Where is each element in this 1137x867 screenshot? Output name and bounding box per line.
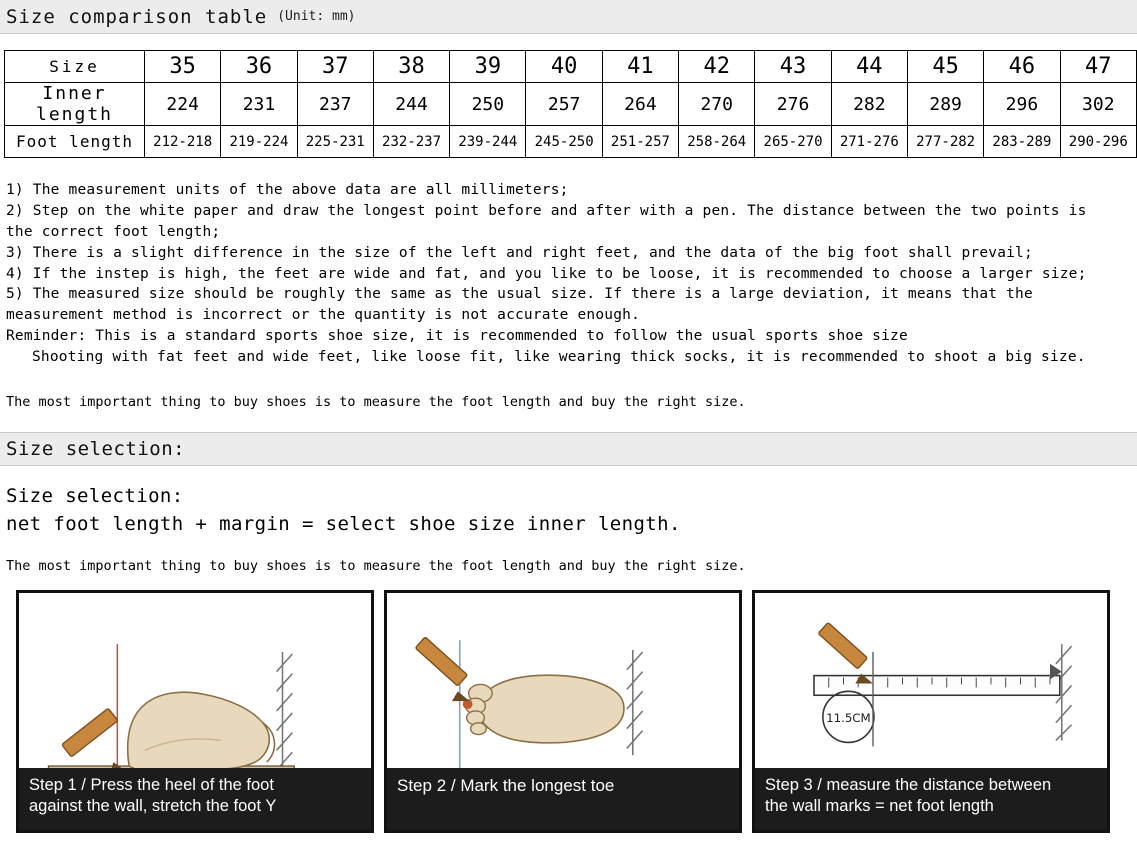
table-cell: 38 (373, 51, 449, 83)
table-cell: 41 (602, 51, 678, 83)
header-band (0, 0, 1137, 34)
note-reminder-secondary: Shooting with fat feet and wide feet, like loose fit, like wearing thick socks, it is recommended to shoot a big size. (32, 349, 1086, 365)
table-cell: 276 (755, 83, 831, 126)
table-cell: 37 (297, 51, 373, 83)
table-cell: 289 (907, 83, 983, 126)
size-selection-band (0, 432, 1137, 466)
selection-heading: Size selection: (6, 484, 184, 507)
measure-value-label: 11.5CM (826, 711, 871, 726)
table-cell: 36 (221, 51, 297, 83)
step-2-caption-line1: Step 2 / Mark the longest toe (397, 776, 615, 796)
table-cell: 282 (831, 83, 907, 126)
table-cell: 283-289 (984, 126, 1060, 158)
row-label-size: Size (5, 51, 145, 83)
step-1-caption-line2: against the wall, stretch the foot Y (29, 797, 277, 816)
blurb-text: The most important thing to buy shoes is to measure the foot length and buy the right size. (6, 393, 746, 410)
step-card-2 (384, 590, 742, 833)
blurb-text-secondary: The most important thing to buy shoes is to measure the foot length and buy the right size. (6, 558, 746, 575)
notes-block (6, 180, 1131, 368)
step-3-caption-line2: the wall marks = net foot length (765, 797, 994, 816)
table-cell: 250 (450, 83, 526, 126)
table-cell: 244 (373, 83, 449, 126)
size-comparison-table (4, 50, 1137, 158)
table-cell: 44 (831, 51, 907, 83)
table-cell: 219-224 (221, 126, 297, 158)
step-card-3 (752, 590, 1110, 833)
table-cell: 231 (221, 83, 297, 126)
note-line: 4) If the instep is high, the feet are wide and fat, and you like to be loose, it is recommended to choose a larger size; (6, 265, 1087, 282)
table-cell: 224 (145, 83, 221, 126)
table-cell: 237 (297, 83, 373, 126)
unit-label: (Unit: mm) (277, 9, 356, 24)
table-cell: 239-244 (450, 126, 526, 158)
table-cell: 225-231 (297, 126, 373, 158)
note-line: 5) The measured size should be roughly the same as the usual size. If there is a large deviation, it means that the (6, 286, 1033, 303)
table-cell: 245-250 (526, 126, 602, 158)
note-line: 2) Step on the white paper and draw the longest point before and after with a pen. The distance between the two points is (6, 202, 1087, 219)
step-card-1 (16, 590, 374, 833)
note-line: the correct foot length; (6, 223, 221, 240)
note-reminder: Reminder: This is a standard sports shoe size, it is recommended to follow the usual sports shoe size (6, 328, 908, 345)
table-cell: 42 (679, 51, 755, 83)
table-cell: 251-257 (602, 126, 678, 158)
step-2-caption (387, 768, 739, 830)
step-1-caption-line1: Step 1 / Press the heel of the foot (29, 776, 274, 795)
table-cell: 35 (145, 51, 221, 83)
table-cell: 296 (984, 83, 1060, 126)
step-3-caption-line1: Step 3 / measure the distance between (765, 776, 1052, 795)
row-label-inner-length: Inner length (5, 83, 145, 126)
table-row-inner-length (5, 83, 1137, 126)
step-3-caption (755, 768, 1107, 830)
table-cell: 270 (679, 83, 755, 126)
table-row-size (5, 51, 1137, 83)
steps-row (16, 590, 1121, 833)
table-cell: 39 (450, 51, 526, 83)
table-cell: 43 (755, 51, 831, 83)
step-1-caption (19, 768, 371, 830)
table-cell: 290-296 (1060, 126, 1136, 158)
page-title: Size comparison table (6, 5, 268, 28)
table-cell: 47 (1060, 51, 1136, 83)
note-line: 3) There is a slight difference in the size of the left and right feet, and the data of the big foot shall prevail; (6, 244, 1033, 261)
table-cell: 212-218 (145, 126, 221, 158)
table-cell: 45 (907, 51, 983, 83)
table-cell: 258-264 (679, 126, 755, 158)
table-cell: 265-270 (755, 126, 831, 158)
table-cell: 264 (602, 83, 678, 126)
table-cell: 232-237 (373, 126, 449, 158)
table-cell: 257 (526, 83, 602, 126)
size-table-wrapper (2, 50, 1135, 158)
table-cell: 302 (1060, 83, 1136, 126)
table-cell: 46 (984, 51, 1060, 83)
table-row-foot-length (5, 126, 1137, 158)
selection-formula: net foot length + margin = select shoe size inner length. (6, 512, 681, 535)
table-cell: 277-282 (907, 126, 983, 158)
size-selection-block (6, 484, 1131, 536)
note-line: measurement method is incorrect or the quantity is not accurate enough. (6, 307, 641, 324)
table-cell: 271-276 (831, 126, 907, 158)
table-cell: 40 (526, 51, 602, 83)
row-label-foot-length: Foot length (5, 126, 145, 158)
size-selection-title: Size selection: (6, 437, 186, 460)
note-line: 1) The measurement units of the above data are all millimeters; (6, 182, 569, 198)
